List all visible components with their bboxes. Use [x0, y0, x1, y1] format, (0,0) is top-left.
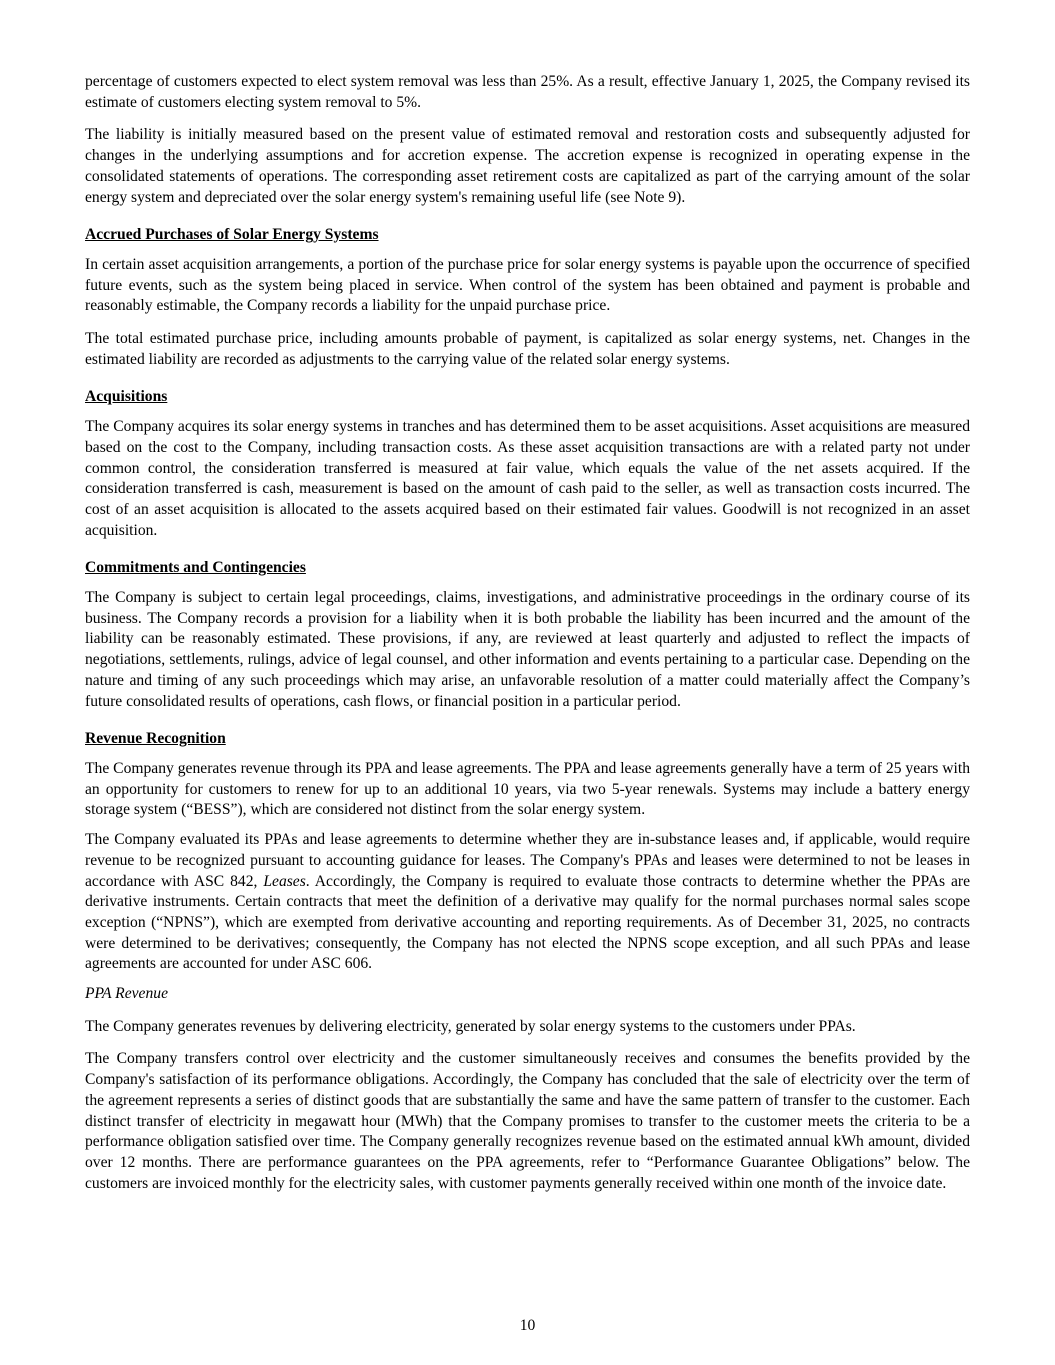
continued-paragraph: percentage of customers expected to elect system removal was less than 25%. As a result, effective January 1, 2025, the Company revised its estimate of customers electing system removal to 5%.: [85, 73, 970, 111]
revenue-paragraph-2-part-1: The Company evaluated its PPAs and lease agreements to determine whether they are in-substance leases and, if applicable, would require revenue to be recognized pursuant to accounting guidance for leases. The Company's PPAs and leases were determined to not be leases in accordance with ASC 842,: [85, 831, 970, 890]
ppa-revenue-paragraph-1: The Company generates revenues by delivering electricity, generated by solar energy systems to the customers under PPAs.: [85, 1017, 856, 1035]
document-page: [85, 72, 970, 1194]
revenue-paragraph-1: The Company generates revenue through its PPA and lease agreements. The PPA and lease agreements generally have a term of 25 years with an opportunity for customers to renew for up to an additional 10 years, via two 5-year renewals. Systems may include a battery energy storage system (“BESS”), which are considered not distinct from the solar energy system.: [85, 759, 970, 819]
accrued-purchases-paragraph-1: In certain asset acquisition arrangements, a portion of the purchase price for solar energy systems is payable upon the occurrence of specified future events, such as the system being placed in service. When control of the system has been obtained and payment is probable and reasonably estimable, the Company records a liability for the unpaid purchase price.: [85, 255, 970, 315]
commitments-paragraph: The Company is subject to certain legal proceedings, claims, investigations, and administrative proceedings in the ordinary course of its business. The Company records a provision for a liability when it is both probable the liability has been incurred and the amount of the liability can be reasonably estimated. These provisions, if any, are reviewed at least quarterly and adjusted to reflect the impacts of negotiations, settlements, rulings, advice of legal counsel, and other information and events pertaining to a particular case. Depending on the nature and timing of any such proceedings which may arise, an unfavorable resolution of a matter could materially affect the Company’s future consolidated results of operations, cash flows, or financial position in a particular period.: [85, 589, 970, 710]
ppa-revenue-paragraph-2: The Company transfers control over electricity and the customer simultaneously receives and consumes the benefits provided by the Company's satisfaction of its performance obligations. Accordingly, the Company has concluded that the sale of electricity over the term of the agreement represents a series of distinct goods that are substantially the same and have the same pattern of transfer to the customer. Each distinct transfer of electricity in megawatt hour (MWh) that the Company promises to transfer to the customer meets the criteria to be a performance obligation satisfied over time. The Company generally recognizes revenue based on the estimated annual kWh amount, divided over 12 months. There are performance guarantees on the PPA agreements, refer to “Performance Guarantee Obligations” below. The customers are invoiced monthly for the electricity sales, with customer payments generally received within one month of the invoice date.: [85, 1050, 970, 1192]
ppa-revenue-subheading: PPA Revenue: [85, 985, 168, 1003]
liability-paragraph: The liability is initially measured based on the present value of estimated removal and restoration costs and subsequently adjusted for changes in the underlying assumptions and for accretion expense. The accretion expense is recognized in operating expense in the consolidated statements of operations. The corresponding asset retirement costs are capitalized as part of the carrying amount of the solar energy system and depreciated over the solar energy system's remaining useful life (see Note 9).: [85, 126, 970, 206]
acquisitions-paragraph: The Company acquires its solar energy systems in tranches and has determined them to be asset acquisitions. Asset acquisitions are measured based on the cost to the Company, including transaction costs. As these asset acquisition transactions are with a related party not under common control, the consideration transferred is measured at fair value, which equals the value of the net assets acquired. If the consideration transferred is cash, measurement is based on the amount of cash paid to the seller, as well as transaction costs incurred. The cost of an asset acquisition is allocated to the assets acquired based on their estimated fair values. Goodwill is not recognized in an asset acquisition.: [85, 418, 970, 539]
accrued-purchases-heading: Accrued Purchases of Solar Energy Systems: [85, 226, 379, 244]
leases-italic-term: Leases: [263, 872, 306, 890]
revenue-recognition-heading: Revenue Recognition: [85, 730, 226, 748]
commitments-heading: Commitments and Contingencies: [85, 559, 306, 577]
acquisitions-heading: Acquisitions: [85, 388, 168, 406]
revenue-paragraph-2: [85, 830, 970, 975]
accrued-purchases-paragraph-2: The total estimated purchase price, including amounts probable of payment, is capitalized as solar energy systems, net. Changes in the estimated liability are recorded as adjustments to the carrying value of the related solar energy systems.: [85, 330, 970, 368]
page-number: 10: [519, 1317, 536, 1334]
revenue-paragraph-2-part-2: . Accordingly, the Company is required to evaluate those contracts to determine whether the PPAs are derivative instruments. Certain contracts that meet the definition of a derivative may qualify for the normal purchases normal sales scope exception (“NPNS”), which are exempted from derivative accounting and reporting requirements. As of December 31, 2025, no contracts were determined to be derivatives; consequently, the Company has not elected the NPNS scope exception, and all such PPAs and lease agreements are accounted for under ASC 606.: [85, 872, 971, 973]
